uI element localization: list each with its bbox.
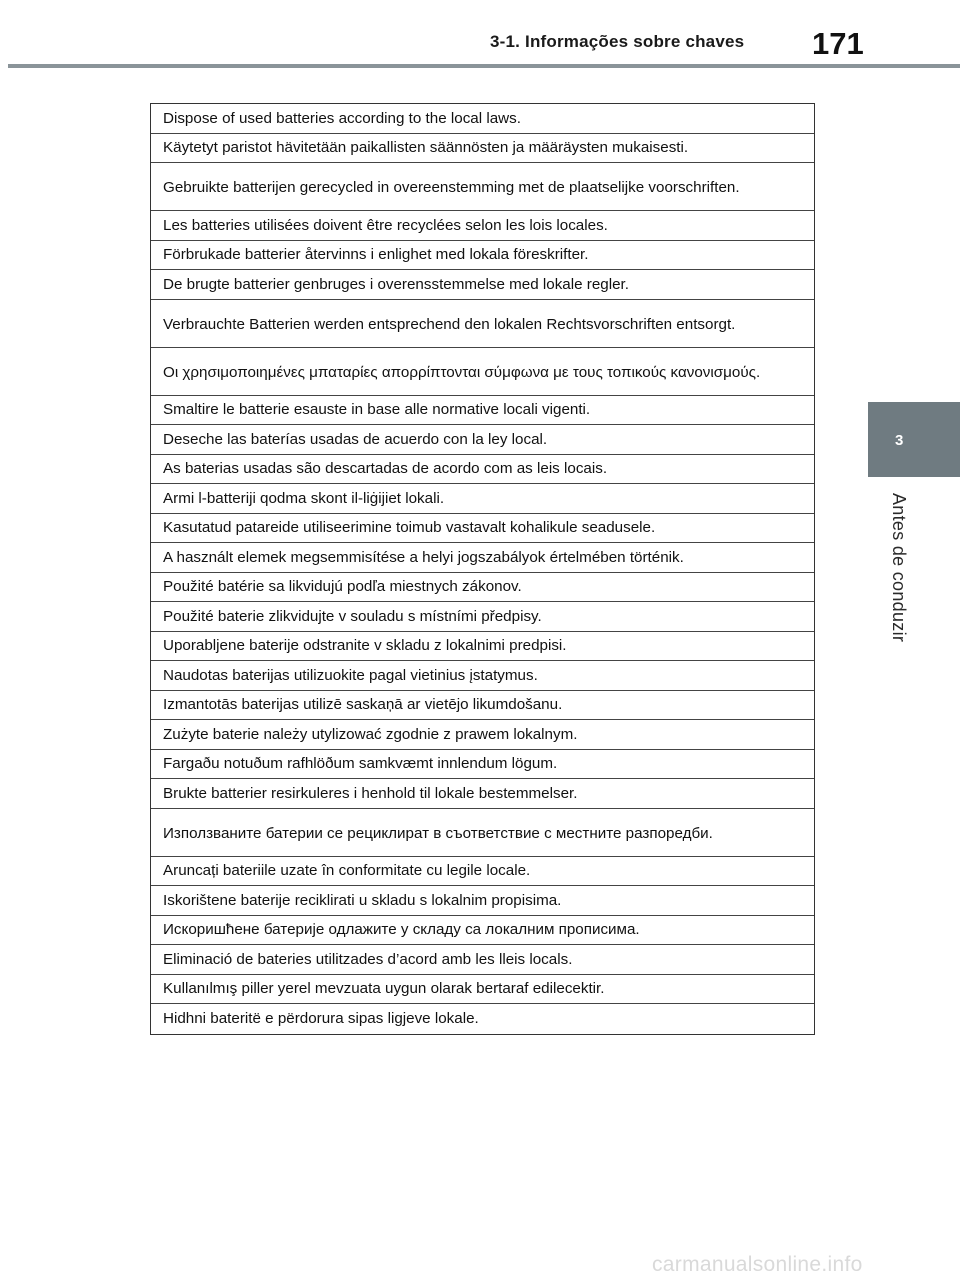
table-row: Smaltire le batterie esauste in base alle normative locali vigenti. <box>151 396 814 426</box>
table-row: Použité batérie sa likvidujú podľa miestnych zákonov. <box>151 573 814 603</box>
table-row: Използваните батерии се рециклират в съответствие с местните разпоредби. <box>151 809 814 857</box>
chapter-tab <box>868 402 960 477</box>
table-row: Zużyte baterie należy utylizować zgodnie z prawem lokalnym. <box>151 720 814 750</box>
table-row: As baterias usadas são descartadas de acordo com as leis locais. <box>151 455 814 485</box>
chapter-title: Antes de conduzir <box>889 493 909 643</box>
table-row: Izmantotās baterijas utilizē saskaņā ar vietējo likumdošanu. <box>151 691 814 721</box>
table-row: Naudotas baterijas utilizuokite pagal vietinius įstatymus. <box>151 661 814 691</box>
section-title: 3-1. Informações sobre chaves <box>490 32 745 51</box>
table-row: Искоришћене батерије одлажите у складу са локалним прописима. <box>151 916 814 946</box>
table-row: Armi l-batteriji qodma skont il-liġijiet lokali. <box>151 484 814 514</box>
table-row: Οι χρησιμοποιημένες μπαταρίες απορρίπτονται σύμφωνα με τους τοπικούς κανονισμούς. <box>151 348 814 396</box>
table-row: Käytetyt paristot hävitetään paikallisten säännösten ja määräysten mukaisesti. <box>151 134 814 164</box>
table-row: Les batteries utilisées doivent être recyclées selon les lois locales. <box>151 211 814 241</box>
table-row: Kullanılmış piller yerel mevzuata uygun olarak bertaraf edilecektir. <box>151 975 814 1005</box>
page-number: 171 <box>812 26 864 61</box>
table-row: Dispose of used batteries according to the local laws. <box>151 104 814 134</box>
table-row: Aruncați bateriile uzate în conformitate cu legile locale. <box>151 857 814 887</box>
battery-disposal-table <box>150 103 815 1035</box>
table-row: Hidhni bateritë e përdorura sipas ligjeve lokale. <box>163 1010 479 1028</box>
table-row: Verbrauchte Batterien werden entsprechend den lokalen Rechtsvorschriften entsorgt. <box>151 300 814 348</box>
table-row: Deseche las baterías usadas de acuerdo con la ley local. <box>151 425 814 455</box>
watermark: carmanualsonline.info <box>652 1253 863 1276</box>
table-row: Použité baterie zlikvidujte v souladu s místními předpisy. <box>151 602 814 632</box>
table-row: Brukte batterier resirkuleres i henhold til lokale bestemmelser. <box>151 779 814 809</box>
table-row: Förbrukade batterier återvinns i enlighet med lokala föreskrifter. <box>151 241 814 271</box>
table-row: Uporabljene baterije odstranite v skladu z lokalnimi predpisi. <box>151 632 814 662</box>
table-row: Eliminació de bateries utilitzades d’acord amb les lleis locals. <box>151 945 814 975</box>
table-row: Fargaðu notuðum rafhlöðum samkvæmt innlendum lögum. <box>151 750 814 780</box>
table-row: Gebruikte batterijen gerecycled in overeenstemming met de plaatselijke voorschriften. <box>151 163 814 211</box>
chapter-number: 3 <box>895 432 904 449</box>
table-row: De brugte batterier genbruges i overensstemmelse med lokale regler. <box>151 270 814 300</box>
header-divider <box>8 64 960 68</box>
table-row: Iskorištene baterije reciklirati u skladu s lokalnim propisima. <box>151 886 814 916</box>
table-row: A használt elemek megsemmisítése a helyi jogszabályok értelmében történik. <box>151 543 814 573</box>
table-row: Kasutatud patareide utiliseerimine toimub vastavalt kohalikule seadusele. <box>151 514 814 544</box>
